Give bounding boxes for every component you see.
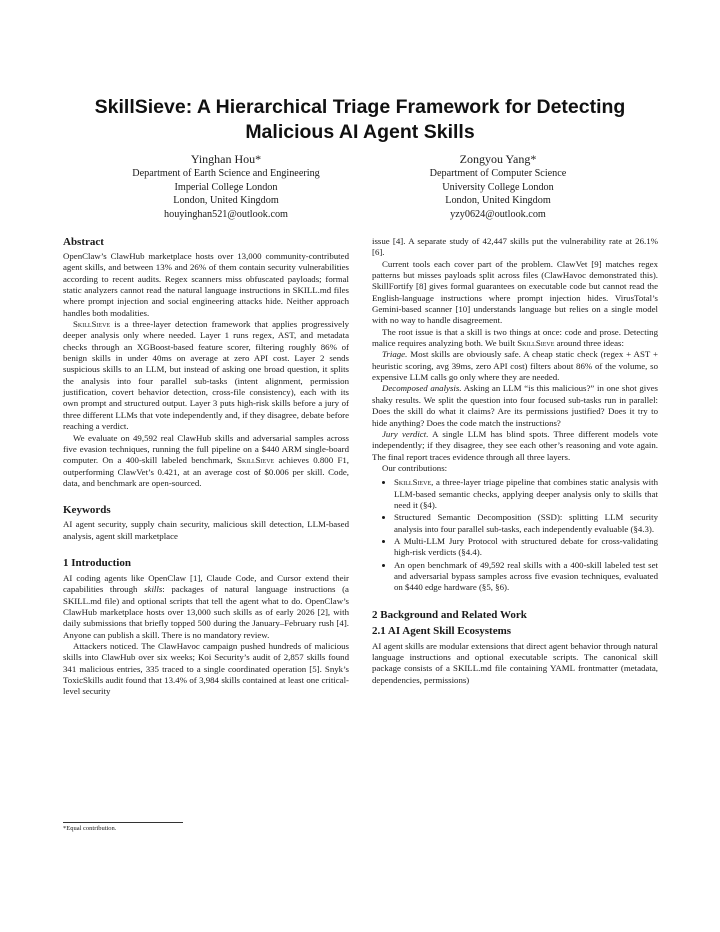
right-paragraph-0: issue [4]. A separate study of 42,447 skills put the vulnerability rate at 26.1% [6]. [372, 236, 658, 258]
section-1-heading: 1 Introduction [63, 556, 131, 569]
author-name: Zongyou Yang* [459, 152, 537, 166]
abstract-heading: Abstract [63, 236, 104, 248]
author-dept: Department of Earth Science and Engineering [132, 168, 320, 179]
system-name: SkillSieve [394, 477, 432, 488]
author-name: Yinghan Hou* [190, 152, 262, 166]
idea-decomposed-analysis: Decomposed analysis. Asking an LLM “is this malicious?” in one shot gives shaky results. We split the question into four focused sub-tasks run in parallel: Does the skill do what it claims? Are its permissions justified? Does it try to hide anything? Does the code match the instructions? [372, 383, 658, 428]
keywords-text: AI agent security, supply chain security, malicious skill detection, LLM-based analysis, agent skill marketplace [63, 519, 349, 541]
keywords-heading: Keywords [63, 504, 111, 517]
intro-paragraph-2: Attackers noticed. The ClawHavoc campaign pushed hundreds of malicious skills into ClawHub over six weeks; Koi Security’s audit of 2,857 skills found 341 malicious entries, 335 traced to a single coordinated operation [5]. Snyk’s ToxicSkills audit found that 13.4% of 3,984 skills contained at least one critical-level security [63, 640, 349, 697]
list-item: • SkillSieve, a three-layer triage pipeline that combines static analysis with LLM-based semantic checks, applying deeper analysis only to skills that need it (§4). [394, 477, 658, 511]
author-inst: University College London [442, 181, 554, 193]
abstract-paragraph-3: We evaluate on 49,592 real ClawHub skills and adversarial samples across five evasion techniques, running the full pipeline on a $440 ARM single-board computer. On a 400-skill labeled benchmark, SkillSieve achieves 0.800 F1, outperforming ClawVet’s 0.421, at an average cost of $0.006 per skill. Code, data, and benchmark are open-sourced. [63, 432, 349, 488]
title-line-2: Malicious AI Agent Skills [245, 121, 475, 143]
abstract-paragraph-2: SkillSieve is a three-layer detection framework that applies progressively deeper analysis only where needed. Layer 1 runs regex, AST, and metadata checks through an XGBoost-based feature scorer, filtering roughly 86% of benign skills in under 40ms on average at zero API cost. Layer 2 sends suspicious skills to an LLM, but instead of asking one broad question, it splits the analysis into four parallel sub-tasks (intent alignment, permission justification, covert behavior detection, cross-file consistency), each with its own prompt and structured output. Layer 3 puts high-risk skills before a jury of three different LLMs that vote independently and, if they disagree, debate before reaching a verdict. [63, 319, 349, 432]
author-email[interactable]: yzy0624@outlook.com [450, 208, 546, 220]
contributions-list [372, 477, 658, 593]
system-name: SkillSieve [73, 319, 111, 330]
abstract-paragraph-1: OpenClaw’s ClawHub marketplace hosts over 13,000 community-contributed agent skills, and between 13% and 26% of them contain security vulnerabilities according to recent audits. Regex scanners miss obfuscated payloads; formal static analyzers cannot read the natural language instructions in SKILL.md files where prompt injection and social engineering attacks hide. Neither approach handles both modalities. [63, 251, 349, 318]
author-block-1 [96, 152, 356, 221]
author-block-2 [368, 152, 628, 221]
title-line-1: SkillSieve: A Hierarchical Triage Framework for Detecting [94, 96, 626, 118]
author-dept: Department of Computer Science [429, 168, 567, 179]
author-loc: London, United Kingdom [445, 195, 551, 207]
idea-jury-verdict: Jury verdict. A single LLM has blind spots. Three different models vote independently; if they disagree, they see each other’s reasoning and vote again. The final report traces evidence through all three layers. [372, 428, 658, 462]
right-column [372, 236, 658, 686]
section-2-1-paragraph: AI agent skills are modular extensions that direct agent behavior through natural language instructions and optional executable scripts. The canonical skill package consists of a SKILL.md file containing YAML frontmatter (metadata, dependencies, permissions) [372, 640, 658, 685]
author-loc: London, United Kingdom [173, 195, 279, 207]
left-column [63, 236, 349, 698]
right-paragraph-1: Current tools each cover part of the problem. ClawVet [9] matches regex patterns but misses payloads split across files (ClawHavoc demonstrated this). SkillFortify [8] gives formal guarantees on executable code but cannot read the English-language instructions where prompt injection hides. VirusTotal’s Gemini-based scanner [10] understands language but relies on a single model with no way to handle disagreement. [372, 258, 658, 326]
paper-title [64, 95, 656, 145]
system-name: SkillSieve [517, 338, 555, 349]
contributions-intro: Our contributions: [382, 462, 448, 473]
list-item: • An open benchmark of 49,592 real skills with a 400-skill labeled test set and adversarial bypass samples across five evasion techniques, evaluated on $440 edge hardware (§5, §6). [394, 560, 658, 594]
author-email[interactable]: houyinghan521@outlook.com [164, 208, 288, 220]
section-2-1-heading: 2.1 AI Agent Skill Ecosystems [372, 624, 512, 637]
list-item: • A Multi-LLM Jury Protocol with structured debate for cross-validating high-risk verdicts (§4.4). [394, 536, 658, 559]
section-2-heading: 2 Background and Related Work [372, 608, 527, 621]
idea-triage: Triage. Most skills are obviously safe. A cheap static check (regex + AST + heuristic scoring, avg 39ms, zero API cost) filters about 86% of the volume, so expensive LLM calls go only where they are needed. [372, 349, 658, 383]
list-item: • Structured Semantic Decomposition (SSD): splitting LLM security analysis into four parallel sub-tasks, each independently evaluable (§4.3). [394, 512, 658, 535]
right-paragraph-2: The root issue is that a skill is two things at once: code and prose. Detecting malice requires analyzing both. We built SkillSieve around three ideas: [372, 326, 658, 349]
arxiv-identifier [8, 170, 52, 670]
author-inst: Imperial College London [174, 181, 278, 193]
intro-paragraph-1: AI coding agents like OpenClaw [1], Claude Code, and Cursor extend their capabilities through skills: packages of natural language instructions (a SKILL.md file) and optional scripts that tell the agent what to do. OpenClaw’s ClawHub marketplace hosts over 13,000 such skills as of early 2026 [2], with daily submissions that briefly topped 500 during the January–February rush [4]. Anyone can publish a skill. There is no mandatory review. [63, 572, 349, 640]
system-name: SkillSieve [237, 455, 275, 466]
footnote: *Equal contribution. [63, 822, 183, 833]
